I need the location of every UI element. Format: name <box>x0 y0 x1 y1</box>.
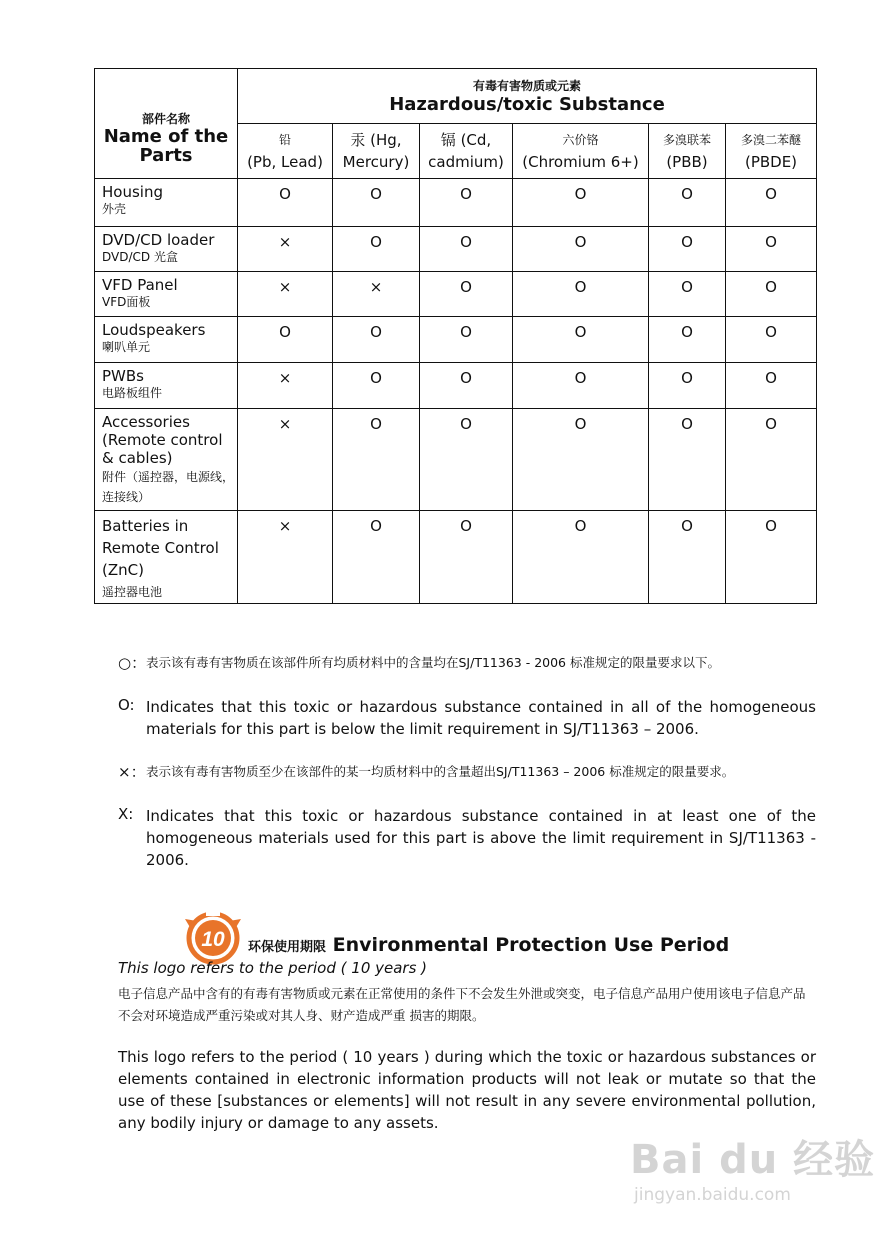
mark-cell: O <box>420 511 513 604</box>
mark-cell: × <box>238 511 333 604</box>
mark-cell: O <box>513 227 649 272</box>
mark-cell: O <box>238 317 333 363</box>
part-name-en: PWBs <box>102 367 144 385</box>
column-header-zh: 镉 (Cd, <box>440 131 492 149</box>
part-name <box>95 272 238 317</box>
mark-cell: O <box>726 409 817 511</box>
mark-cell: O <box>420 409 513 511</box>
mark-cell: O <box>649 363 726 409</box>
mark-cell: O <box>333 363 420 409</box>
table-row <box>95 317 817 363</box>
note-text: 表示该有毒有害物质在该部件所有均质材料中的含量均在SJ/T11363 - 2006 标准规定的限量要求以下。 <box>146 655 720 670</box>
substance-header-en: Hazardous/toxic Substance <box>389 94 665 115</box>
env-title-zh: 环保使用期限 <box>248 940 327 955</box>
note-text: Indicates that this toxic or hazardous substance contained in at least one of the homogeneous materials used for this part is above the limit requirement in SJ/T11363 - 2006. <box>146 807 816 869</box>
mark-cell: O <box>513 179 649 227</box>
table-row <box>95 409 817 511</box>
env-italic-note: This logo refers to the period ( 10 years ) <box>118 959 428 977</box>
table-row <box>95 179 817 227</box>
note-label: ×： <box>118 763 146 781</box>
mark-cell: O <box>333 409 420 511</box>
env-title <box>248 934 729 956</box>
mark-cell: O <box>649 409 726 511</box>
mark-cell: O <box>513 272 649 317</box>
note-x-zh <box>118 761 816 783</box>
part-name-zh: 附件（遥控器，电源线，连接线） <box>102 470 235 504</box>
mark-cell: O <box>649 272 726 317</box>
part-name-en: DVD/CD loader <box>102 231 215 249</box>
mark-cell: × <box>238 227 333 272</box>
mark-cell: O <box>726 317 817 363</box>
hazardous-substance-table <box>94 68 817 604</box>
column-header-zh: 多溴联苯 <box>662 133 711 147</box>
column-header-en: (PBDE) <box>744 153 798 171</box>
mark-cell: × <box>238 409 333 511</box>
mark-cell: O <box>649 317 726 363</box>
mark-cell: O <box>420 317 513 363</box>
substance-header <box>238 69 817 124</box>
table-row <box>95 227 817 272</box>
column-header-chromium <box>513 124 649 179</box>
note-text: 表示该有毒有害物质至少在该部件的某一均质材料中的含量超出SJ/T11363 – 2006 标准规定的限量要求。 <box>146 764 735 779</box>
mark-cell: O <box>726 511 817 604</box>
mark-cell: O <box>513 409 649 511</box>
part-name-en: Batteries in Remote Control (ZnC) <box>102 517 219 579</box>
part-name-en: VFD Panel <box>102 276 178 294</box>
mark-cell: O <box>420 272 513 317</box>
part-name <box>95 363 238 409</box>
env-description-zh: 电子信息产品中含有的有毒有害物质或元素在正常使用的条件下不会发生外泄或突变，电子信息产品用户使用该电子信息产品不会对环境造成严重污染或对其人身、财产造成严重 损害的期限。 <box>118 986 806 1023</box>
mark-cell: O <box>513 317 649 363</box>
mark-cell: O <box>649 511 726 604</box>
mark-cell: O <box>649 179 726 227</box>
column-header-zh: 六价铬 <box>562 133 599 147</box>
table-row <box>95 363 817 409</box>
mark-cell: O <box>420 179 513 227</box>
column-header-en: Mercury) <box>342 153 410 171</box>
part-name-en: Housing <box>102 183 163 201</box>
table-row <box>95 511 817 604</box>
note-label: ○： <box>118 654 147 672</box>
column-header-cadmium <box>420 124 513 179</box>
column-header-en: cadmium) <box>428 153 504 171</box>
column-header-zh: 汞 (Hg, <box>350 131 402 149</box>
part-name <box>95 179 238 227</box>
mark-cell: O <box>333 227 420 272</box>
baidu-watermark <box>630 1128 875 1205</box>
mark-cell: × <box>238 363 333 409</box>
part-name <box>95 227 238 272</box>
note-text: Indicates that this toxic or hazardous substance contained in all of the homogeneous materials for this part is below the limit requirement in SJ/T11363 – 2006. <box>146 698 816 738</box>
mark-cell: × <box>238 272 333 317</box>
mark-cell: O <box>420 227 513 272</box>
env-title-en: Environmental Protection Use Period <box>332 934 730 956</box>
mark-cell: O <box>238 179 333 227</box>
column-header-en: (Chromium 6+) <box>522 153 639 171</box>
mark-cell: × <box>333 272 420 317</box>
part-name-en: Accessories (Remote control & cables) <box>102 413 223 467</box>
mark-cell: O <box>513 511 649 604</box>
part-name <box>95 409 238 511</box>
mark-cell: O <box>333 511 420 604</box>
column-header-lead <box>238 124 333 179</box>
mark-cell: O <box>333 317 420 363</box>
note-x-en <box>118 805 816 871</box>
part-name-zh: 喇叭单元 <box>102 340 151 354</box>
note-label: X: <box>118 805 134 823</box>
mark-cell: O <box>513 363 649 409</box>
logo-number: 10 <box>201 928 225 951</box>
column-header-zh: 多溴二苯醚 <box>741 133 802 147</box>
mark-cell: O <box>726 272 817 317</box>
mark-cell: O <box>726 363 817 409</box>
part-name-zh: DVD/CD 光盒 <box>102 250 178 264</box>
part-name-zh: VFD面板 <box>102 295 151 309</box>
parts-header <box>95 69 238 179</box>
part-name-zh: 电路板组件 <box>102 386 163 400</box>
watermark-brand: Bai du 经验 <box>630 1137 876 1183</box>
mark-cell: O <box>420 363 513 409</box>
mark-cell: O <box>726 227 817 272</box>
column-header-en: (Pb, Lead) <box>247 153 323 171</box>
table-row <box>95 272 817 317</box>
note-o-zh <box>118 652 816 674</box>
env-description-en: This logo refers to the period ( 10 years ) during which the toxic or hazardous substances or elements contained in electronic information products will not leak or mutate so that the use of these [substances or elements] will not result in any severe environmental pollution, any bodily injury or damage to any assets. <box>118 1048 816 1132</box>
watermark-url: jingyan.baidu.com <box>634 1185 791 1205</box>
substance-header-zh: 有毒有害物质或元素 <box>473 79 582 93</box>
part-name <box>95 511 238 604</box>
column-header-zh: 铅 <box>278 133 291 147</box>
column-header-en: (PBB) <box>666 153 708 171</box>
environmental-protection-10-logo <box>182 905 244 967</box>
part-name-zh: 遥控器电池 <box>102 585 163 599</box>
parts-header-en: Name of the Parts <box>103 126 229 166</box>
mark-cell: O <box>649 227 726 272</box>
part-name <box>95 317 238 363</box>
note-label: O: <box>118 696 135 714</box>
note-o-en <box>118 696 816 740</box>
parts-header-zh: 部件名称 <box>141 112 190 126</box>
mark-cell: O <box>333 179 420 227</box>
mark-cell: O <box>726 179 817 227</box>
part-name-zh: 外壳 <box>102 202 127 216</box>
column-header-pbb <box>649 124 726 179</box>
column-header-mercury <box>333 124 420 179</box>
column-header-pbde <box>726 124 817 179</box>
part-name-en: Loudspeakers <box>102 321 206 339</box>
